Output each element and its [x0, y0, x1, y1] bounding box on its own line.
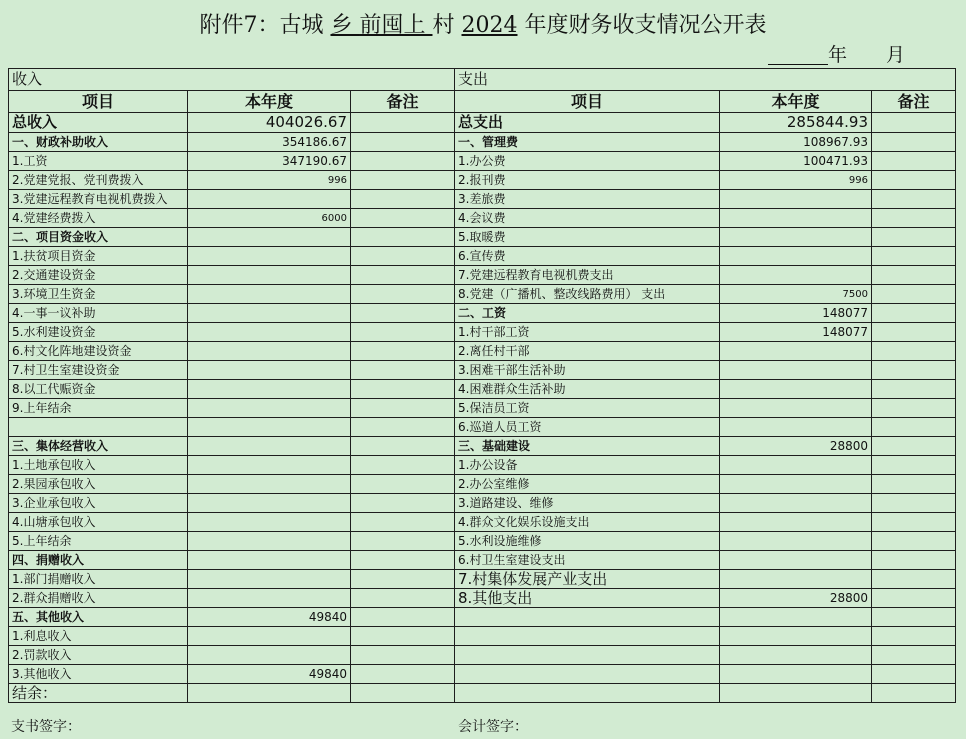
income-item-cell[interactable]: 4.山塘承包收入 — [9, 513, 188, 532]
income-value-cell[interactable] — [188, 532, 351, 551]
expense-remark-cell[interactable] — [872, 665, 956, 684]
expense-remark-cell[interactable] — [872, 589, 956, 608]
income-remark-cell[interactable] — [351, 285, 455, 304]
table-row — [9, 380, 956, 399]
income-item-cell[interactable]: 1.利息收入 — [9, 627, 188, 646]
date-blank-line — [768, 42, 828, 65]
income-item-cell[interactable]: 2.群众捐赠收入 — [9, 589, 188, 608]
income-item-cell[interactable]: 3.企业承包收入 — [9, 494, 188, 513]
title-year: 2024 — [461, 13, 518, 38]
table-row — [9, 209, 956, 228]
expense-value-cell[interactable] — [720, 418, 872, 437]
table-row — [9, 475, 956, 494]
income-item-cell[interactable]: 8.以工代赈资金 — [9, 380, 188, 399]
expense-remark-cell[interactable] — [872, 113, 956, 133]
expense-value-cell[interactable] — [720, 513, 872, 532]
income-item-cell[interactable]: 三、集体经营收入 — [9, 437, 188, 456]
income-remark-cell[interactable] — [351, 608, 455, 627]
expense-remark-cell[interactable] — [872, 209, 956, 228]
income-remark-cell[interactable] — [351, 551, 455, 570]
income-value-cell[interactable] — [188, 228, 351, 247]
income-remark-cell[interactable] — [351, 570, 455, 589]
income-value-cell[interactable] — [188, 494, 351, 513]
expense-item-cell[interactable]: 3.困难干部生活补助 — [455, 361, 720, 380]
expense-remark-cell[interactable] — [872, 133, 956, 152]
expense-remark-cell[interactable] — [872, 190, 956, 209]
expense-item-cell[interactable]: 总支出 — [455, 113, 720, 133]
expense-value-cell[interactable] — [720, 608, 872, 627]
income-value-cell[interactable] — [188, 475, 351, 494]
income-section-label: 收入 — [9, 69, 455, 91]
expense-value-cell[interactable] — [720, 570, 872, 589]
expense-remark-cell[interactable] — [872, 646, 956, 665]
income-item-header: 项目 — [9, 91, 188, 113]
income-item-cell[interactable]: 3.党建远程教育电视机费拨入 — [9, 190, 188, 209]
expense-item-cell[interactable]: 8.党建（广播机、整改线路费用） 支出 — [455, 285, 720, 304]
expense-value-cell[interactable]: 285844.93 — [720, 113, 872, 133]
expense-value-cell[interactable] — [720, 665, 872, 684]
income-value-cell[interactable] — [188, 285, 351, 304]
income-remark-header: 备注 — [351, 91, 455, 113]
title-village-name: 前囤上 — [359, 13, 433, 38]
expense-value-cell[interactable]: 28800 — [720, 437, 872, 456]
income-item-cell[interactable]: 2.果园承包收入 — [9, 475, 188, 494]
expense-value-cell[interactable]: 148077 — [720, 304, 872, 323]
table-row — [9, 361, 956, 380]
table-row — [9, 285, 956, 304]
title-xiang: 乡 — [330, 13, 360, 38]
expense-item-cell[interactable]: 3.道路建设、维修 — [455, 494, 720, 513]
table-row — [9, 608, 956, 627]
table-row — [9, 551, 956, 570]
income-value-cell[interactable] — [188, 646, 351, 665]
expense-remark-cell[interactable] — [872, 684, 956, 703]
income-remark-cell[interactable] — [351, 266, 455, 285]
table-row — [9, 399, 956, 418]
income-remark-cell[interactable] — [351, 342, 455, 361]
finance-table — [8, 68, 956, 703]
header-row — [9, 91, 956, 113]
table-row — [9, 589, 956, 608]
expense-value-cell[interactable] — [720, 684, 872, 703]
expense-value-cell[interactable] — [720, 209, 872, 228]
expense-remark-cell[interactable] — [872, 494, 956, 513]
income-remark-cell[interactable] — [351, 323, 455, 342]
expense-value-cell[interactable] — [720, 266, 872, 285]
income-remark-cell[interactable] — [351, 646, 455, 665]
expense-item-cell[interactable]: 3.差旅费 — [455, 190, 720, 209]
expense-item-cell[interactable] — [455, 608, 720, 627]
expense-item-cell[interactable]: 2.办公室维修 — [455, 475, 720, 494]
expense-value-cell[interactable] — [720, 532, 872, 551]
expense-remark-cell[interactable] — [872, 551, 956, 570]
expense-item-cell[interactable]: 5.水利设施维修 — [455, 532, 720, 551]
secretary-signature-label: 支书签字： — [11, 719, 81, 735]
expense-item-cell[interactable]: 5.保洁员工资 — [455, 399, 720, 418]
income-item-cell[interactable]: 二、项目资金收入 — [9, 228, 188, 247]
table-row — [9, 247, 956, 266]
page-title — [8, 8, 958, 40]
expense-item-cell[interactable] — [455, 646, 720, 665]
expense-item-cell[interactable]: 1.村干部工资 — [455, 323, 720, 342]
income-value-cell[interactable] — [188, 323, 351, 342]
income-item-cell[interactable]: 结余： — [9, 684, 188, 703]
expense-item-cell[interactable]: 三、基础建设 — [455, 437, 720, 456]
expense-remark-cell[interactable] — [872, 266, 956, 285]
income-value-cell[interactable]: 996 — [188, 171, 351, 190]
expense-item-cell[interactable]: 一、管理费 — [455, 133, 720, 152]
income-item-cell[interactable]: 2.罚款收入 — [9, 646, 188, 665]
income-remark-cell[interactable] — [351, 190, 455, 209]
table-row — [9, 456, 956, 475]
expense-remark-cell[interactable] — [872, 513, 956, 532]
table-row — [9, 665, 956, 684]
table-row — [9, 228, 956, 247]
income-item-cell[interactable]: 4.党建经费拨入 — [9, 209, 188, 228]
income-item-cell[interactable]: 1.扶贫项目资金 — [9, 247, 188, 266]
table-row — [9, 627, 956, 646]
income-item-cell[interactable]: 9.上年结余 — [9, 399, 188, 418]
date-year-label: 年 — [828, 44, 848, 66]
expense-item-cell[interactable] — [455, 627, 720, 646]
income-remark-cell[interactable] — [351, 589, 455, 608]
income-value-cell[interactable] — [188, 266, 351, 285]
income-value-cell[interactable] — [188, 513, 351, 532]
income-year-header: 本年度 — [188, 91, 351, 113]
income-value-cell[interactable] — [188, 380, 351, 399]
income-value-cell[interactable] — [188, 361, 351, 380]
expense-remark-cell[interactable] — [872, 380, 956, 399]
expense-remark-cell[interactable] — [872, 304, 956, 323]
title-suffix: 年度财务收支情况公开表 — [524, 13, 767, 38]
table-row — [9, 570, 956, 589]
expense-item-cell[interactable]: 7.党建远程教育电视机费支出 — [455, 266, 720, 285]
income-remark-cell[interactable] — [351, 361, 455, 380]
income-value-cell[interactable]: 354186.67 — [188, 133, 351, 152]
expense-item-cell[interactable]: 6.巡道人员工资 — [455, 418, 720, 437]
table-row — [9, 266, 956, 285]
expense-remark-cell[interactable] — [872, 171, 956, 190]
income-value-cell[interactable] — [188, 570, 351, 589]
expense-remark-cell[interactable] — [872, 570, 956, 589]
income-value-cell[interactable] — [188, 456, 351, 475]
expense-item-cell[interactable]: 7.村集体发展产业支出 — [455, 570, 720, 589]
income-remark-cell[interactable] — [351, 627, 455, 646]
table-row — [9, 190, 956, 209]
income-remark-cell[interactable] — [351, 113, 455, 133]
expense-item-cell[interactable]: 2.离任村干部 — [455, 342, 720, 361]
income-remark-cell[interactable] — [351, 532, 455, 551]
income-value-cell[interactable] — [188, 190, 351, 209]
income-item-cell[interactable]: 5.水利建设资金 — [9, 323, 188, 342]
income-remark-cell[interactable] — [351, 418, 455, 437]
income-item-cell[interactable]: 2.党建党报、党刊费拨入 — [9, 171, 188, 190]
income-remark-cell[interactable] — [351, 665, 455, 684]
income-value-cell[interactable]: 347190.67 — [188, 152, 351, 171]
expense-item-cell[interactable]: 4.困难群众生活补助 — [455, 380, 720, 399]
expense-value-cell[interactable] — [720, 228, 872, 247]
expense-remark-cell[interactable] — [872, 361, 956, 380]
title-prefix: 附件7：古城 — [199, 13, 324, 38]
income-item-cell[interactable]: 一、财政补助收入 — [9, 133, 188, 152]
expense-item-cell[interactable]: 4.会议费 — [455, 209, 720, 228]
income-value-cell[interactable]: 49840 — [188, 608, 351, 627]
table-row — [9, 304, 956, 323]
expense-value-cell[interactable] — [720, 494, 872, 513]
income-remark-cell[interactable] — [351, 152, 455, 171]
expense-remark-cell[interactable] — [872, 532, 956, 551]
table-row — [9, 437, 956, 456]
income-value-cell[interactable] — [188, 247, 351, 266]
table-row — [9, 532, 956, 551]
income-item-cell[interactable]: 总收入 — [9, 113, 188, 133]
expense-value-cell[interactable]: 100471.93 — [720, 152, 872, 171]
expense-value-cell[interactable] — [720, 551, 872, 570]
income-remark-cell[interactable] — [351, 304, 455, 323]
expense-value-cell[interactable] — [720, 190, 872, 209]
table-row — [9, 684, 956, 703]
income-remark-cell[interactable] — [351, 171, 455, 190]
expense-value-cell[interactable]: 996 — [720, 171, 872, 190]
expense-value-cell[interactable] — [720, 646, 872, 665]
table-row — [9, 342, 956, 361]
expense-value-cell[interactable]: 28800 — [720, 589, 872, 608]
expense-item-cell[interactable]: 5.取暖费 — [455, 228, 720, 247]
table-row — [9, 152, 956, 171]
income-value-cell[interactable]: 404026.67 — [188, 113, 351, 133]
expense-remark-cell[interactable] — [872, 152, 956, 171]
expense-value-cell[interactable] — [720, 342, 872, 361]
income-remark-cell[interactable] — [351, 380, 455, 399]
accountant-signature-label: 会计签字： — [458, 719, 528, 735]
income-remark-cell[interactable] — [351, 513, 455, 532]
expense-item-cell[interactable]: 二、工资 — [455, 304, 720, 323]
table-row — [9, 133, 956, 152]
expense-value-cell[interactable] — [720, 247, 872, 266]
expense-item-header: 项目 — [455, 91, 720, 113]
expense-value-cell[interactable] — [720, 627, 872, 646]
expense-remark-cell[interactable] — [872, 323, 956, 342]
expense-item-cell[interactable]: 2.报刊费 — [455, 171, 720, 190]
income-item-cell[interactable]: 五、其他收入 — [9, 608, 188, 627]
expense-value-cell[interactable] — [720, 399, 872, 418]
income-value-cell[interactable] — [188, 399, 351, 418]
expense-item-cell[interactable] — [455, 684, 720, 703]
expense-value-cell[interactable]: 108967.93 — [720, 133, 872, 152]
income-remark-cell[interactable] — [351, 228, 455, 247]
income-item-cell[interactable]: 4.一事一议补助 — [9, 304, 188, 323]
expense-remark-cell[interactable] — [872, 418, 956, 437]
expense-section-label: 支出 — [455, 69, 956, 91]
expense-remark-cell[interactable] — [872, 608, 956, 627]
income-value-cell[interactable] — [188, 304, 351, 323]
income-value-cell[interactable] — [188, 342, 351, 361]
income-item-cell[interactable]: 1.工资 — [9, 152, 188, 171]
income-item-cell[interactable]: 5.上年结余 — [9, 532, 188, 551]
expense-item-cell[interactable]: 6.村卫生室建设支出 — [455, 551, 720, 570]
section-row — [9, 69, 956, 91]
income-item-cell[interactable]: 6.村文化阵地建设资金 — [9, 342, 188, 361]
income-remark-cell[interactable] — [351, 399, 455, 418]
table-row — [9, 513, 956, 532]
income-item-cell[interactable]: 四、捐赠收入 — [9, 551, 188, 570]
date-month-label: 月 — [886, 44, 906, 66]
expense-value-cell[interactable] — [720, 361, 872, 380]
table-row — [9, 171, 956, 190]
income-value-cell[interactable] — [188, 437, 351, 456]
expense-value-cell[interactable] — [720, 456, 872, 475]
income-remark-cell[interactable] — [351, 456, 455, 475]
expense-item-cell[interactable]: 1.办公费 — [455, 152, 720, 171]
expense-value-cell[interactable] — [720, 475, 872, 494]
income-remark-cell[interactable] — [351, 209, 455, 228]
table-row — [9, 418, 956, 437]
expense-year-header: 本年度 — [720, 91, 872, 113]
income-value-cell[interactable] — [188, 589, 351, 608]
income-value-cell[interactable] — [188, 684, 351, 703]
table-row — [9, 494, 956, 513]
expense-remark-cell[interactable] — [872, 437, 956, 456]
table-row — [9, 113, 956, 133]
income-value-cell[interactable] — [188, 627, 351, 646]
expense-remark-cell[interactable] — [872, 475, 956, 494]
income-value-cell[interactable]: 49840 — [188, 665, 351, 684]
expense-remark-header: 备注 — [872, 91, 956, 113]
income-remark-cell[interactable] — [351, 494, 455, 513]
income-remark-cell[interactable] — [351, 684, 455, 703]
table-row — [9, 646, 956, 665]
income-item-cell[interactable]: 2.交通建设资金 — [9, 266, 188, 285]
expense-remark-cell[interactable] — [872, 342, 956, 361]
income-item-cell[interactable]: 7.村卫生室建设资金 — [9, 361, 188, 380]
income-item-cell[interactable] — [9, 418, 188, 437]
income-item-cell[interactable]: 1.土地承包收入 — [9, 456, 188, 475]
expense-item-cell[interactable]: 4.群众文化娱乐设施支出 — [455, 513, 720, 532]
expense-remark-cell[interactable] — [872, 627, 956, 646]
expense-item-cell[interactable]: 1.办公设备 — [455, 456, 720, 475]
expense-remark-cell[interactable] — [872, 399, 956, 418]
income-remark-cell[interactable] — [351, 247, 455, 266]
expense-value-cell[interactable]: 148077 — [720, 323, 872, 342]
income-item-cell[interactable]: 3.环境卫生资金 — [9, 285, 188, 304]
expense-remark-cell[interactable] — [872, 285, 956, 304]
income-value-cell[interactable] — [188, 551, 351, 570]
income-value-cell[interactable]: 6000 — [188, 209, 351, 228]
expense-item-cell[interactable] — [455, 665, 720, 684]
expense-value-cell[interactable] — [720, 380, 872, 399]
table-row — [9, 323, 956, 342]
income-remark-cell[interactable] — [351, 133, 455, 152]
expense-value-cell[interactable]: 7500 — [720, 285, 872, 304]
expense-remark-cell[interactable] — [872, 247, 956, 266]
expense-remark-cell[interactable] — [872, 228, 956, 247]
expense-item-cell[interactable]: 8.其他支出 — [455, 589, 720, 608]
expense-item-cell[interactable]: 6.宣传费 — [455, 247, 720, 266]
income-item-cell[interactable]: 3.其他收入 — [9, 665, 188, 684]
income-remark-cell[interactable] — [351, 437, 455, 456]
income-item-cell[interactable]: 1.部门捐赠收入 — [9, 570, 188, 589]
income-remark-cell[interactable] — [351, 475, 455, 494]
title-village: 村 — [432, 13, 455, 38]
expense-remark-cell[interactable] — [872, 456, 956, 475]
income-value-cell[interactable] — [188, 418, 351, 437]
